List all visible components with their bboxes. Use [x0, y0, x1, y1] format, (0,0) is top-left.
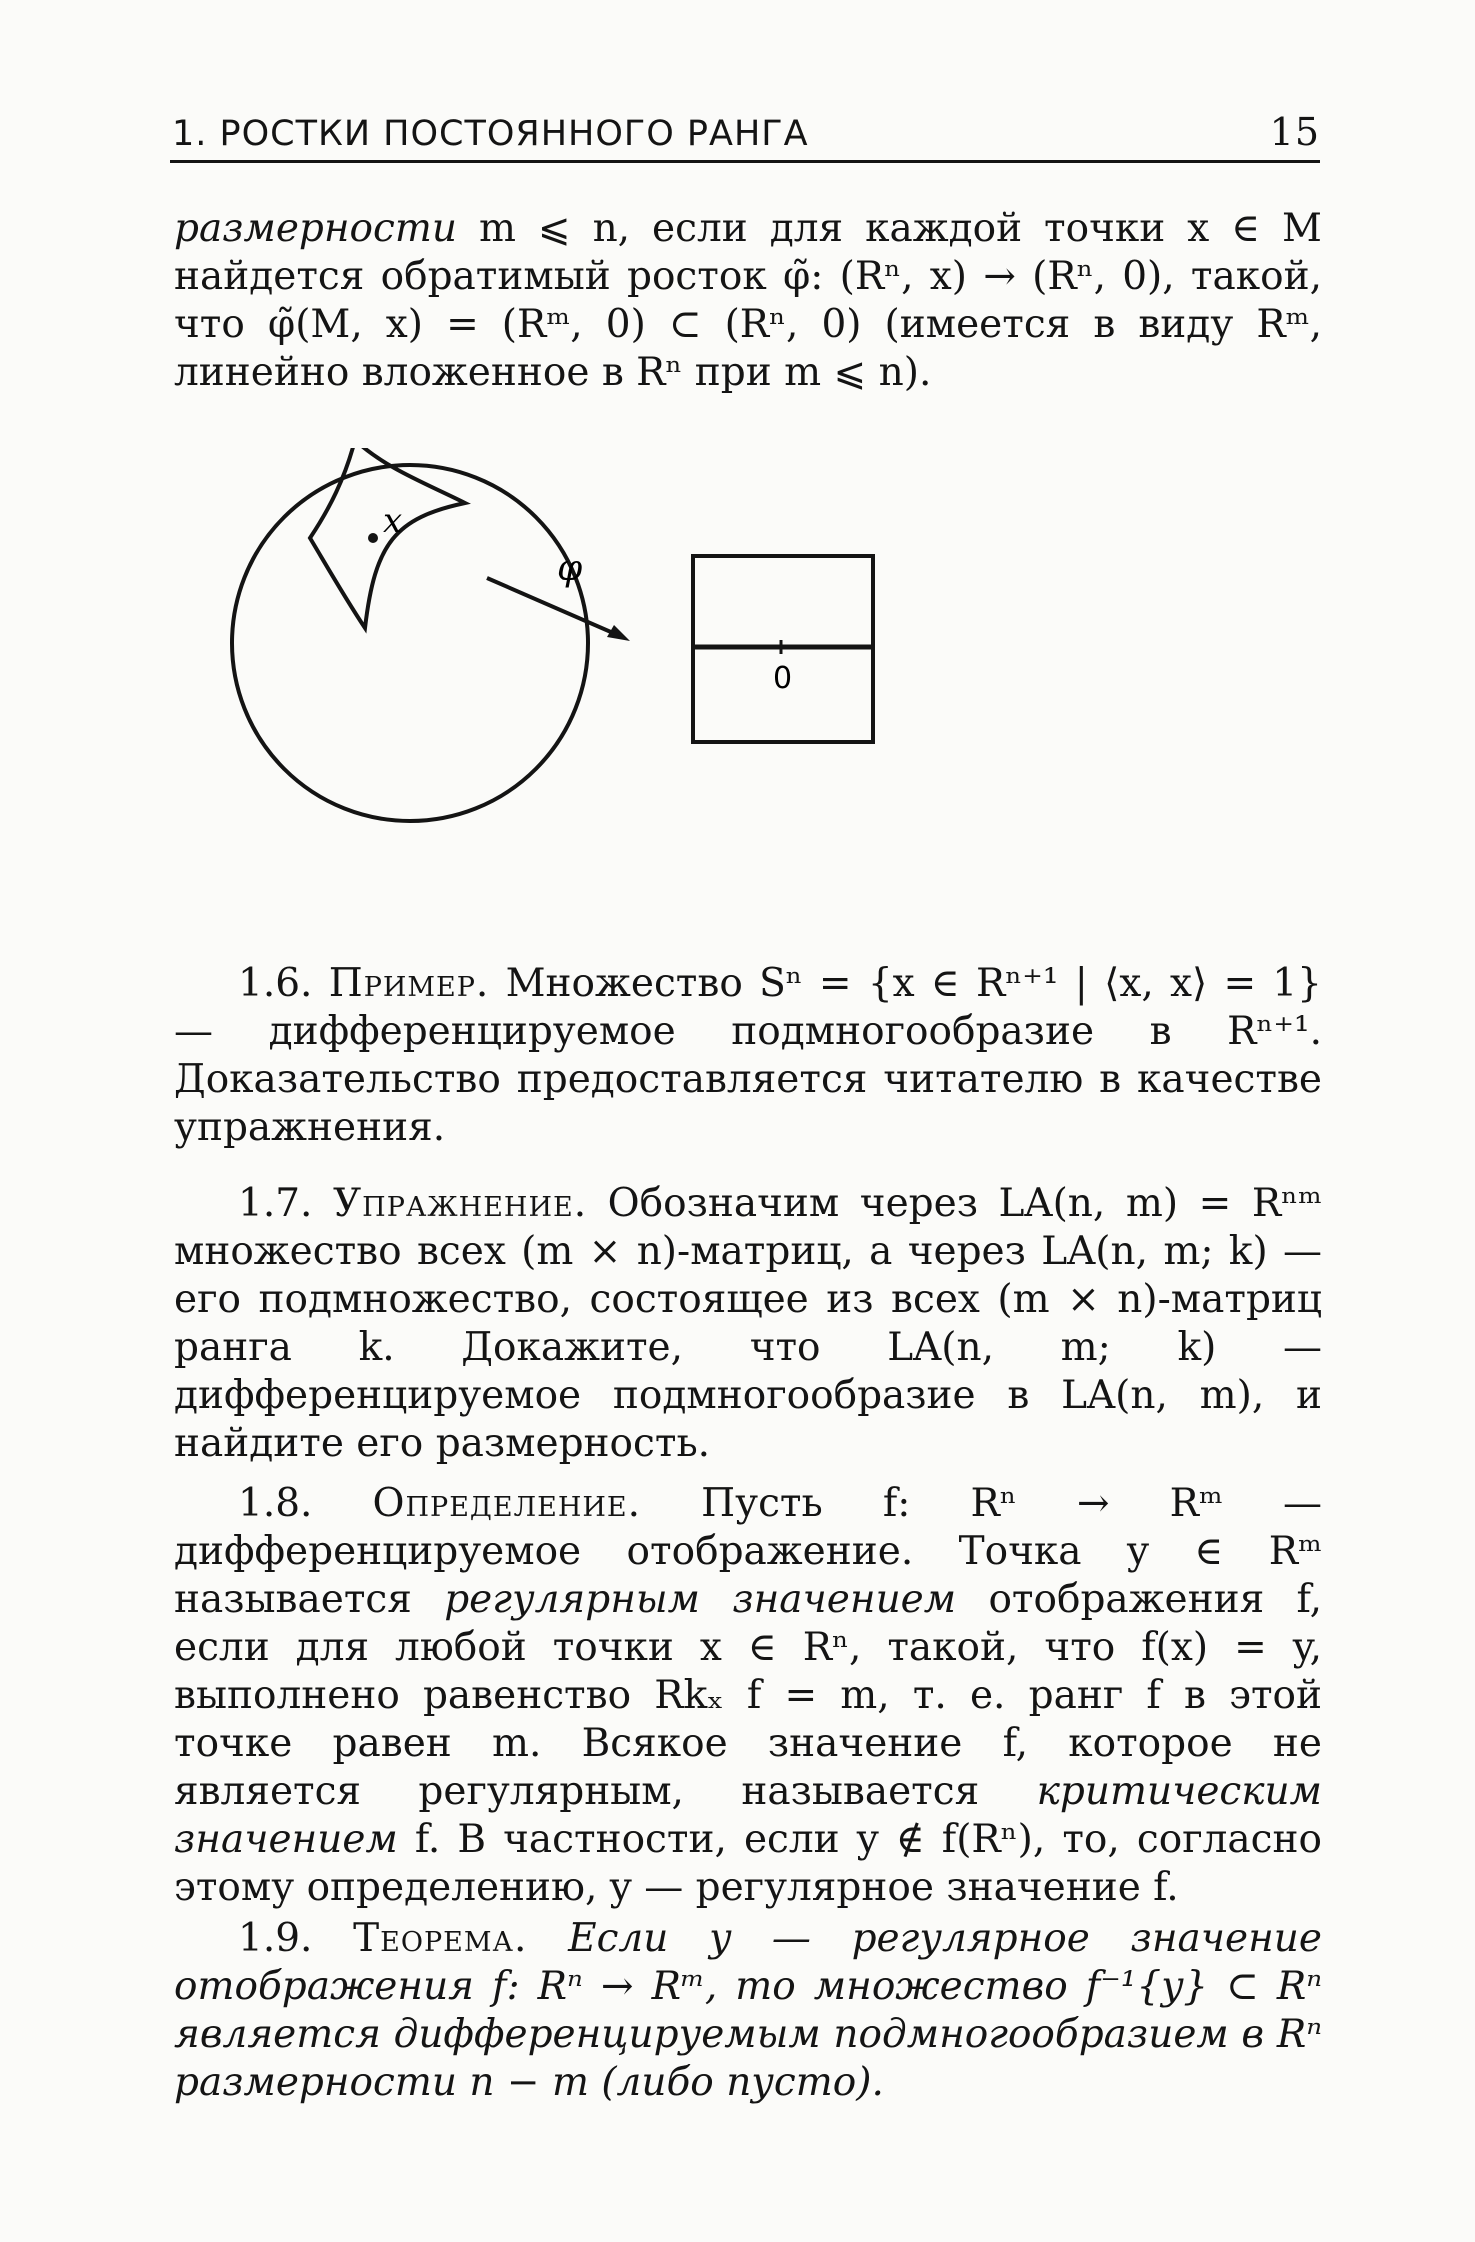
definition-text-2: отображения f, если для любой точки x ∈ Rⁿ, такой, что f(x) = y, выполнено равенство Rkₓ f = m, т. е. ранг f в этой точке равен m. Всякое значение f, которое не является регулярным, называется [174, 1577, 1322, 1814]
figure-germ-diagram [225, 448, 1265, 918]
exercise-paragraph [174, 1180, 1322, 1468]
definition-heading: Определение. [372, 1481, 642, 1526]
exercise-text: Обозначим через LA(n, m) = Rⁿᵐ множество всех (m × n)-матриц, а через LA(n, m; k) — его подмножество, состоящее из всех (m × n)-матриц ранга k. Докажите, что LA(n, m; k) — дифференцируемое подмногообразие в LA(n, m), и найдите его размерность. [174, 1181, 1322, 1466]
exercise-number: 1.7. [238, 1181, 313, 1226]
theorem-paragraph [174, 1915, 1322, 2107]
term-critical-value: критическим значением [174, 1769, 1322, 1862]
label-zero: 0 [773, 661, 793, 696]
theorem-heading: Теорема. [353, 1916, 528, 1961]
map-arrowhead [607, 625, 630, 641]
intro-paragraph [174, 205, 1322, 397]
point-x-dot [368, 533, 378, 543]
page-number: 15 [1269, 110, 1320, 154]
example-heading: Пример. [328, 961, 490, 1006]
theorem-number: 1.9. [238, 1916, 313, 1961]
label-x: x [383, 501, 403, 541]
term-regular-value: регулярным значением [444, 1577, 957, 1622]
definition-number: 1.8. [238, 1481, 313, 1526]
definition-text-3: f. В частности, если y ∉ f(Rⁿ), то, согласно этому определению, y — регулярное значение f. [174, 1817, 1322, 1910]
theorem-text: Если y — регулярное значение отображения f: Rⁿ → Rᵐ, то множество f⁻¹{y} ⊂ Rⁿ является дифференцируемым подмногообразием в Rⁿ размерности n − m (либо пусто). [174, 1916, 1322, 2105]
exercise-heading: Упражнение. [332, 1181, 588, 1226]
definition-paragraph [174, 1480, 1322, 1912]
definition-text-1: Пусть f: Rⁿ → Rᵐ — дифференцируемое отображение. Точка y ∈ Rᵐ называется [174, 1481, 1322, 1622]
running-head: 1. РОСТКИ ПОСТОЯННОГО РАНГА [172, 114, 809, 154]
example-text: Множество Sⁿ = {x ∈ Rⁿ⁺¹ | ⟨x, x⟩ = 1} — дифференцируемое подмногообразие в Rⁿ⁺¹. Доказательство предоставляется читателю в качестве упражнения. [174, 961, 1322, 1150]
map-arrow [487, 578, 620, 636]
page-header [170, 108, 1320, 166]
header-rule [170, 160, 1320, 163]
label-phi: φ [557, 548, 583, 589]
example-number: 1.6. [238, 961, 313, 1006]
intro-text: m ⩽ n, если для каждой точки x ∈ M найдется обратимый росток φ̃: (Rⁿ, x) → (Rⁿ, 0), такой, что φ̃(M, x) = (Rᵐ, 0) ⊂ (Rⁿ, 0) (имеется в виду Rᵐ, линейно вложенное в Rⁿ при m ⩽ n). [174, 206, 1322, 395]
example-paragraph [174, 960, 1322, 1152]
intro-italic-word: размерности [174, 206, 457, 251]
sphere-circle [232, 465, 588, 821]
